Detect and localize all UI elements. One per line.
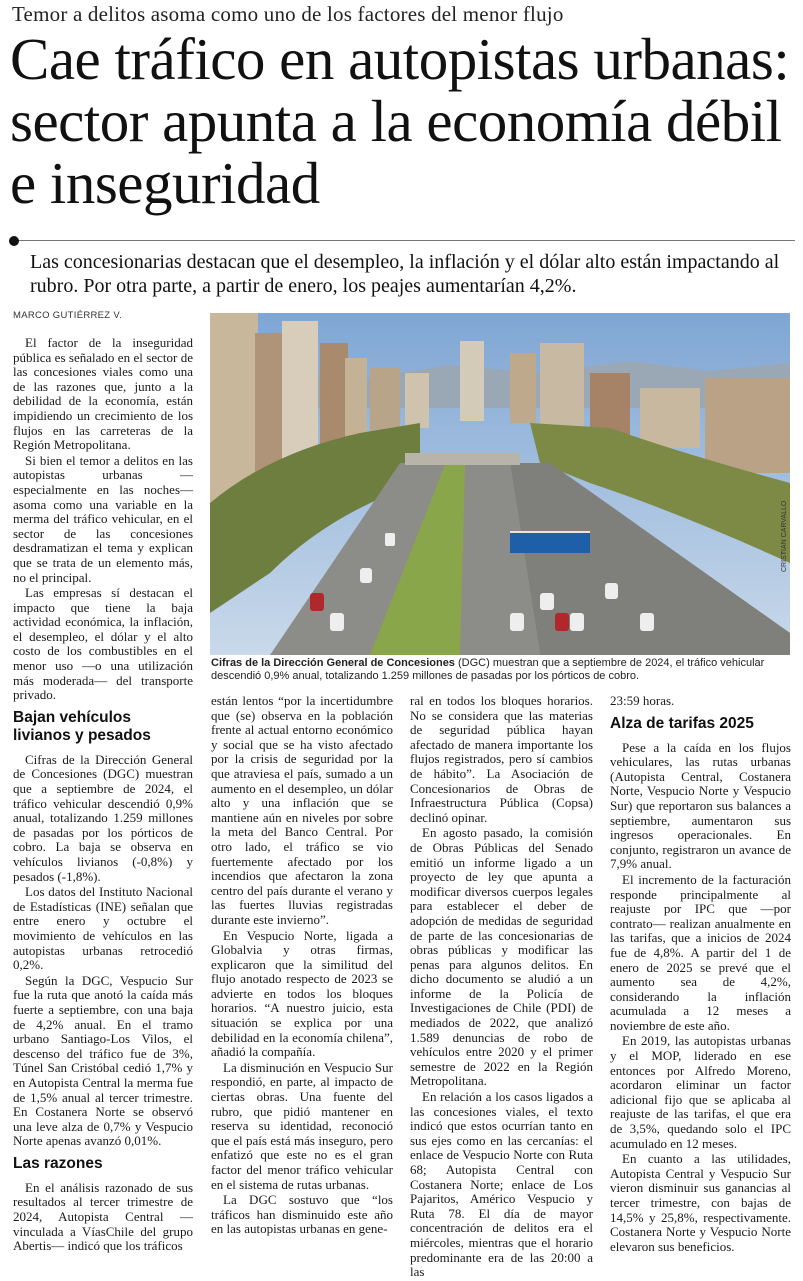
byline: MARCO GUTIÉRREZ V. [13,310,123,321]
paragraph: El factor de la inseguridad pública es señalado en el sector de las concesiones viales como una de las razones que, junto a la debilidad de la economía, están impidiendo un crecimiento de los flujos en las carreteras de la Región Metropolitana. [13,335,193,453]
lead-bullet [9,236,19,246]
headline: Cae tráfico en autopistas urbanas: sector apunta a la economía débil e inseguridad [10,26,790,216]
subheading-alza-de-tarifas: Alza de tarifas 2025 [610,714,754,732]
paragraph: Los datos del Instituto Nacional de Estadísticas (INE) señalan que entre enero y octubre el movimiento de vehículos en las autopistas urbanas retrocedió 0,2%. [13,884,193,973]
paragraph: El incremento de la facturación responde principalmente al reajuste por IPC que —por contrato— realizan anualmente en las tarifas, que a inicios de 2024 fue de 4,8%. A partir del 1 de enero de 2025 se prevé que el aumento sea de 4,2%, considerando la inflación acumulada a 12 meses a noviembre de este año. [610,871,791,1033]
lead-paragraph: Las concesionarias destacan que el desempleo, la inflación y el dólar alto están impactando al rubro. Por otra parte, a partir de enero, los peajes aumentarían 4,2%. [30,251,780,297]
column-4 [610,694,791,1255]
paragraph: Cifras de la Dirección General de Concesiones (DGC) muestran que a septiembre de 2024, el tráfico vehicular descendió 0,9% anual, totalizando 1.259 millones de pasadas por los pórticos de cobro. La baja se observa en vehículos livianos (-0,8%) y pesados (-1,8%). [13,751,193,884]
photo-credit: CRISTIAN CARVALLO [781,500,788,572]
highway-photo [210,313,790,655]
subheading-las-razones: Las razones [13,1154,103,1172]
paragraph: Según la DGC, Vespucio Sur fue la ruta que anotó la caída más fuerte a septiembre, con una baja de 4,2% anual. En el tramo urbano Santiago-Los Vilos, el descenso del tráfico fue de 3%, Túnel San Cristóbal cedió 1,7% y en Autopista Central la merma fue de 1,5% anual al tercer trimestre. En Costanera Norte se observó una leve alza de 0,7% y Vespucio Norte apenas avanzó 0,01%. [13,972,193,1149]
paragraph: 23:59 horas. [610,693,675,708]
paragraph: En agosto pasado, la comisión de Obras Públicas del Senado emitió un informe ligado a un proyecto de ley que apunta a modificar diversos cuerpos legales para establecer el deber de adopción de medidas de seguridad de parte de las concesionarias de obras públicas y modificar las penas para algunos delitos. En dicho documento se aludió a un informe de la Policía de Investigaciones de Chile (PDI) de mediados de 2022, que analizó 1.589 denuncias de robo de vehículos entre 2020 y el primer semestre de 2022 en la Región Metropolitana. [410,825,593,1089]
paragraph: En cuanto a las utilidades, Autopista Central y Vespucio Sur vieron disminuir sus ganancias al tercer trimestre, con bajas de 14,5% y 25,8%, respectivamente. Costanera Norte y Vespucio Norte elevaron sus beneficios. [610,1151,791,1254]
paragraph: En relación a los casos ligados a las concesiones viales, el texto indicó que estos ocurrían tanto en sus ejes como en las cercanías: el enlace de Vespucio Norte con Ruta 68; Autopista Central con Costanera Norte; enlace de Los Pajaritos, Américo Vespucio y Ruta 78. El día de mayor concentración de delitos era el miércoles, mientras que el horario predominante era de las 20:00 a las [410,1089,593,1280]
kicker: Temor a delitos asoma como uno de los factores del menor flujo [12,2,564,26]
column-1 [13,336,193,1255]
paragraph: En el análisis razonado de sus resultados al tercer trimestre de 2024, Autopista Central —vinculada a VíasChile del grupo Abertis— indicó que los tráficos [13,1179,193,1254]
column-3 [410,694,593,1281]
paragraph: En Vespucio Norte, ligada a Globalvia y otras firmas, explicaron que la similitud del flujo anotado respecto de 2023 se advierte en todos los bloques horarios. “A nuestro juicio, esta situación se explica por una debilidad en la economía chilena”, añadió la compañía. [211,927,393,1060]
caption-bold: Cifras de la Dirección General de Concesiones [211,657,455,669]
photo-caption [211,657,791,683]
lead-rule [9,240,795,241]
paragraph: Pese a la caída en los flujos vehiculares, las rutas urbanas (Autopista Central, Costanera Norte, Vespucio Norte y Vespucio Sur) que reportaron sus balances a septiembre, aumentaron sus ingresos operacionales. En conjunto, registraron un avance de 7,9% anual. [610,739,791,872]
paragraph: La DGC sostuvo que “los tráficos han disminuido este año en las autopistas urbanas en gene- [211,1192,393,1237]
paragraph: ral en todos los bloques horarios. No se considera que las materias de seguridad pública hayan afectado de manera importante los flujos registrados, pero sí cambios de hábito”. La Asociación de Concesionarios de Obras de Infraestructura Pública (Copsa) declinó opinar. [410,693,593,825]
paragraph: Si bien el temor a delitos en las autopistas urbanas —especialmente en las noches— asoma como una variable en la merma del tráfico vehicular, en el sector de las concesiones desdramatizan el tema y explican que se trata de un elemento más, no el principal. [13,452,193,585]
paragraph: están lentos “por la incertidumbre que (se) observa en la población frente al actual entorno económico y social que se ha visto afectado por la crisis de seguridad por la que atraviesa el país, sumado a un aumento en el desempleo, un dólar alto y una inflación que se mantiene aún en niveles por sobre la meta del Banco Central. Por otro lado, el tráfico se vio fuertemente afectado por los incendios que afectaron la zona centro del país durante el verano y las fuertes lluvias registradas durante este invierno”. [211,693,393,927]
caption-text: (DGC) muestran que a septiembre de 2024, el tráfico vehicular descendió 0,9% anual, totalizando 1.259 millones de pasadas por los pórticos de cobro. [211,657,765,682]
paragraph: En 2019, las autopistas urbanas y el MOP, liderado en ese entonces por Alfredo Moreno, acordaron eliminar un factor adicional fijo que se aplicaba al reajuste de las tarifas, el que era de 3,5%, quedando solo el IPC acumulado en 12 meses. [610,1033,791,1151]
column-2 [211,694,393,1238]
paragraph: Las empresas sí destacan el impacto que tiene la baja actividad económica, la inflación, el desempleo, el dólar y el alto costo de los combustibles en el menor uso —o una utilización más moderada— del transporte privado. [13,585,193,703]
paragraph: La disminución en Vespucio Sur respondió, en parte, al impacto de ciertas obras. Una fuente del rubro, que pidió mantener en reserva su identidad, reconoció que el país está más inseguro, pero enfatizó que este no es el gran factor del menor tráfico vehicular en el sistema de rutas urbanas. [211,1059,393,1192]
subheading-bajan-vehiculos: Bajan vehículos livianos y pesados [13,708,151,744]
